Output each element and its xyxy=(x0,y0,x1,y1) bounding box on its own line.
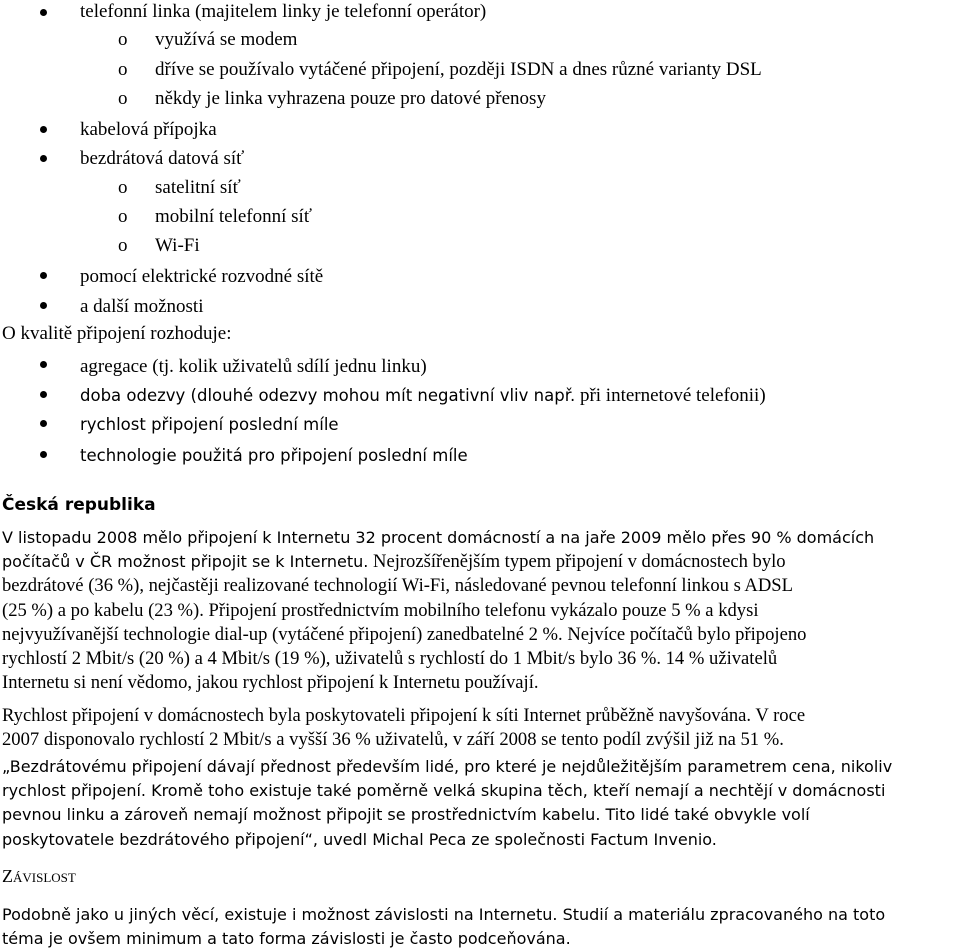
para1-line4-text: (25 %) a po kabelu (23 %). xyxy=(2,599,204,621)
list-item-agregace xyxy=(80,356,427,378)
para1-line4 xyxy=(2,599,957,623)
para1-line3-text: bezdrátové (36 %), nejčastěji realizované technologií Wi-Fi, následované pevnou telefonní linkou s ADSL xyxy=(2,575,793,597)
para4-line1 xyxy=(2,903,957,927)
list-item-technologie xyxy=(80,445,468,467)
paragraph-rychlost xyxy=(2,704,957,752)
list-item-telefon: telefonní linka (majitelem linky je telefonní operátor) xyxy=(80,1,487,22)
circle-bullet-icon: o xyxy=(118,235,128,256)
para3-line4-text: poskytovatele bezdrátového připojení“, uvedl Michal Peca ze společnosti Factum Invenio. xyxy=(2,829,717,849)
para1-line6-text: rychlostí 2 Mbit/s (20 %) a 4 Mbit/s (19 %), uživatelů s rychlostí do 1 Mbit/s bylo 36 %. 14 % uživatelů xyxy=(2,648,778,670)
para1-line5 xyxy=(2,623,957,647)
para3-line3-text: pevnou linku a zároveň nemají možnost připojit se prostřednictvím kabelu. Tito lidé také obvykle volí xyxy=(2,805,810,825)
para3-line2-text: rychlost připojení. Kromě toho existuje také poměrně velká skupina těch, kteří nemají a nechtějí v domácnosti xyxy=(2,781,886,801)
para1-line4-text-b: Připojení prostřednictvím mobilního telefonu vykázalo pouze 5 % a kdysi xyxy=(203,599,759,621)
circle-bullet-icon: o xyxy=(118,88,128,109)
circle-bullet-icon: o xyxy=(118,59,128,80)
para3-line4 xyxy=(2,828,957,852)
para4-line2 xyxy=(2,927,957,951)
para1-line5-text: nejvyužívanější technologie dial-up (vytáčené připojení) zanedbatelné 2 %. xyxy=(2,623,563,645)
para1-line7 xyxy=(2,671,957,695)
agregace-text: agregace (tj. kolik uživatelů sdílí jednu linku) xyxy=(80,356,427,377)
bullet-icon xyxy=(40,155,47,162)
bullet-icon xyxy=(40,272,47,279)
para1-line1-text: V listopadu 2008 mělo připojení k Internetu 32 procent domácností a na jaře 2009 mělo přes 90 % domácích xyxy=(2,528,875,547)
bullet-icon xyxy=(40,451,47,458)
bullet-icon xyxy=(40,9,47,16)
para1-line6 xyxy=(2,647,957,671)
sub-item-mobil: mobilní telefonní síť xyxy=(155,206,312,227)
technologie-text: technologie použitá pro připojení poslední míle xyxy=(80,446,468,465)
para3-line1-text: „Bezdrátovému připojení dávají přednost především lidé, pro které je nejdůležitějším parametrem cena, nikoliv xyxy=(2,757,893,776)
sub-item-vyhrazena: někdy je linka vyhrazena pouze pro datové přenosy xyxy=(155,88,546,109)
para3-line2 xyxy=(2,779,957,803)
heading-ceska-republika: Česká republika xyxy=(2,495,156,515)
paragraph-citace xyxy=(2,755,957,852)
bullet-icon xyxy=(40,126,47,133)
para1-line3 xyxy=(2,574,957,598)
para2-line1: Rychlost připojení v domácnostech byla poskytovateli připojení k síti Internet průběžně navyšována. V roce xyxy=(2,705,806,726)
bullet-icon xyxy=(40,302,47,309)
bullet-icon xyxy=(40,420,47,427)
para1-line2-text-b: Nejrozšířenějším typem připojení v domácnostech bylo xyxy=(368,551,786,573)
list-item-elektro: pomocí elektrické rozvodné sítě xyxy=(80,266,324,287)
para4-line1-text: Podobně jako u jiných věcí, existuje i možnost závislosti na Internetu. Studií a materiálu zpracovaného na toto xyxy=(2,905,886,924)
para1-line7-text: Internetu si není vědomo, jakou rychlost připojení k Internetu používají. xyxy=(2,672,539,694)
circle-bullet-icon: o xyxy=(118,206,128,227)
paragraph-zavislost xyxy=(2,903,957,951)
sub-item-isdn: dříve se používalo vytáčené připojení, později ISDN a dnes různé varianty DSL xyxy=(155,59,762,80)
list-item-dalsi: a další možnosti xyxy=(80,296,204,317)
para1-line1 xyxy=(2,526,957,550)
list-item-rychlost xyxy=(80,414,339,436)
circle-bullet-icon: o xyxy=(118,177,128,198)
para3-line3 xyxy=(2,803,957,827)
para3-line1 xyxy=(2,755,957,779)
list-item-odezva xyxy=(80,385,766,407)
rychlost-text: rychlost připojení poslední míle xyxy=(80,415,339,434)
para4-line2-text: téma je ovšem minimum a tato forma závislosti je často podceňována. xyxy=(2,929,571,949)
quality-intro: O kvalitě připojení rozhoduje: xyxy=(2,323,232,344)
bullet-icon xyxy=(40,361,47,368)
sub-item-satelit: satelitní síť xyxy=(155,177,241,198)
heading-zavislost: Závislost xyxy=(2,866,76,886)
para2-line2: 2007 disponovalo rychlostí 2 Mbit/s a vyšší 36 % uživatelů, v září 2008 se tento podíl zvýšil již na 51 %. xyxy=(2,729,784,751)
sub-item-modem: využívá se modem xyxy=(155,29,298,50)
para1-line5-text-b: Nejvíce počítačů bylo připojeno xyxy=(562,623,807,645)
sub-item-wifi: Wi-Fi xyxy=(155,235,200,256)
list-item-kabel: kabelová přípojka xyxy=(80,119,217,140)
bullet-icon xyxy=(40,391,47,398)
circle-bullet-icon: o xyxy=(118,29,128,50)
paragraph-statistiky xyxy=(2,526,957,695)
para1-line2 xyxy=(2,550,957,574)
para1-line2-text: počítačů v ČR možnost připojit se k Internetu. xyxy=(2,552,369,572)
odezva-text-2: při internetové telefonii) xyxy=(575,385,766,406)
list-item-bezdrat: bezdrátová datová síť xyxy=(80,148,245,169)
odezva-text: doba odezvy (dlouhé odezvy mohou mít negativní vliv např. xyxy=(80,386,576,405)
